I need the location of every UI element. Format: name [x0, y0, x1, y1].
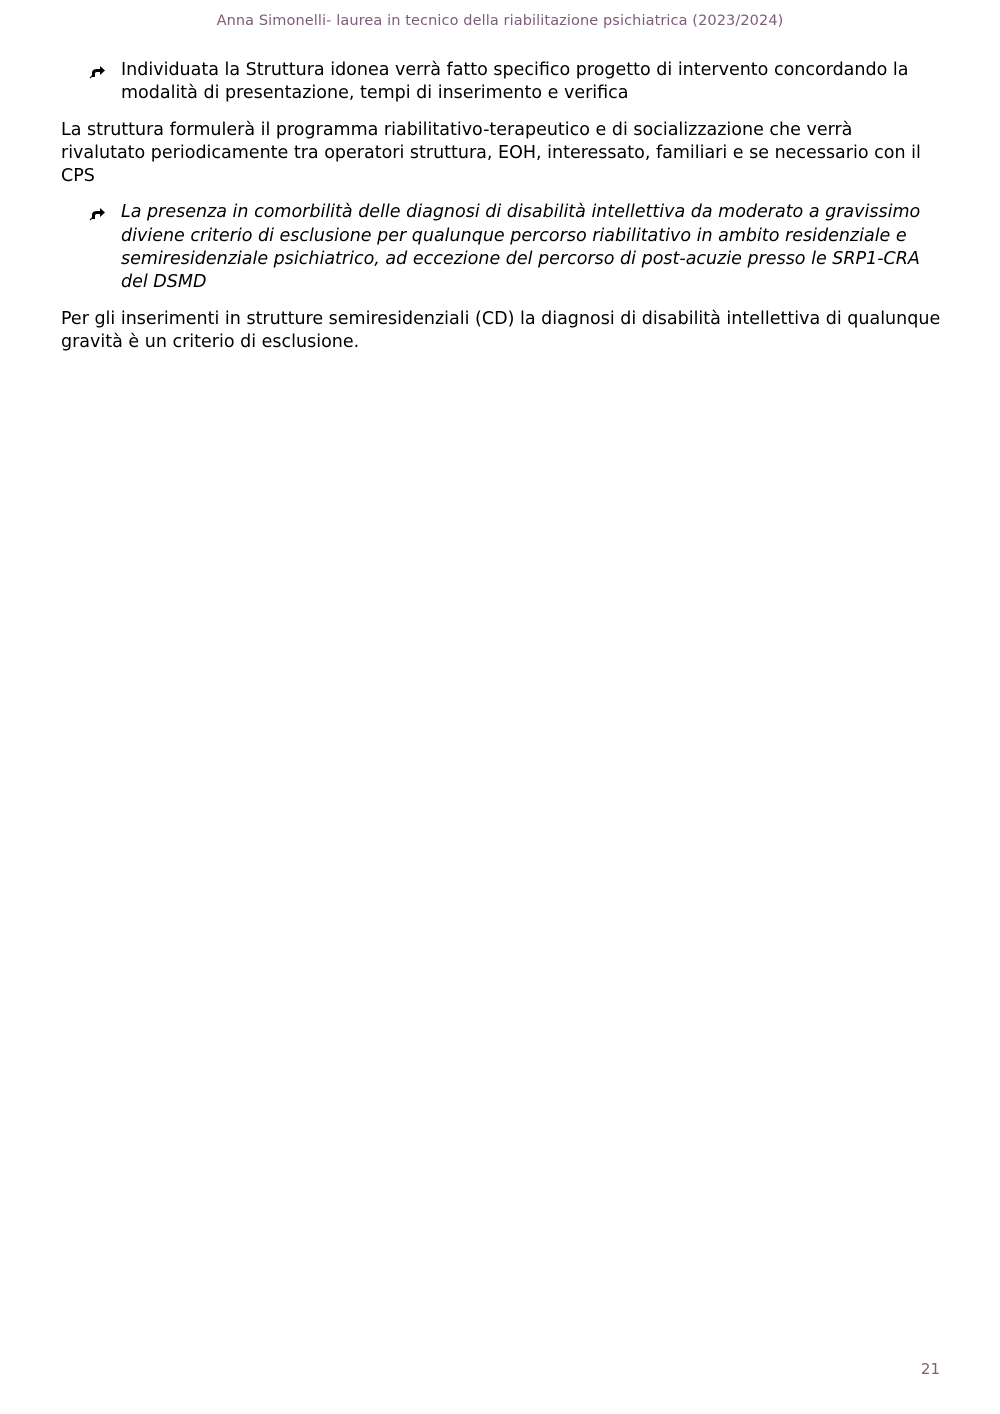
page-content: [61, 59, 941, 367]
running-header: Anna Simonelli- laurea in tecnico della riabilitazione psichiatrica (2023/2024): [216, 13, 784, 29]
bullet-item: [61, 201, 941, 294]
body-paragraph: Per gli inserimenti in strutture semiresidenziali (CD) la diagnosi di disabilità intellettiva di qualunque gravità è un criterio di esclusione.: [61, 308, 941, 352]
pointing-arrow-icon: [89, 205, 107, 221]
bullet-text: Individuata la Struttura idonea verrà fatto specifico progetto di intervento concordando la modalità di presentazione, tempi di inserimento e verifica: [121, 60, 909, 104]
pointing-arrow-icon: [89, 63, 107, 79]
bullet-item: [61, 59, 941, 106]
bullet-text: La presenza in comorbilità delle diagnosi di disabilità intellettiva da moderato a gravissimo diviene criterio di esclusione per qualunque percorso riabilitativo in ambito residenziale e semiresidenziale psichiatrico, ad eccezione del percorso di post-acuzie presso le SRP1-CRA del DSMD: [121, 202, 921, 293]
body-paragraph: La struttura formulerà il programma riabilitativo-terapeutico e di socializzazione che verrà rivalutato periodicamente tra operatori struttura, EOH, interessato, familiari e se necessario con il CPS: [61, 119, 921, 187]
page-number: 21: [920, 1360, 940, 1378]
